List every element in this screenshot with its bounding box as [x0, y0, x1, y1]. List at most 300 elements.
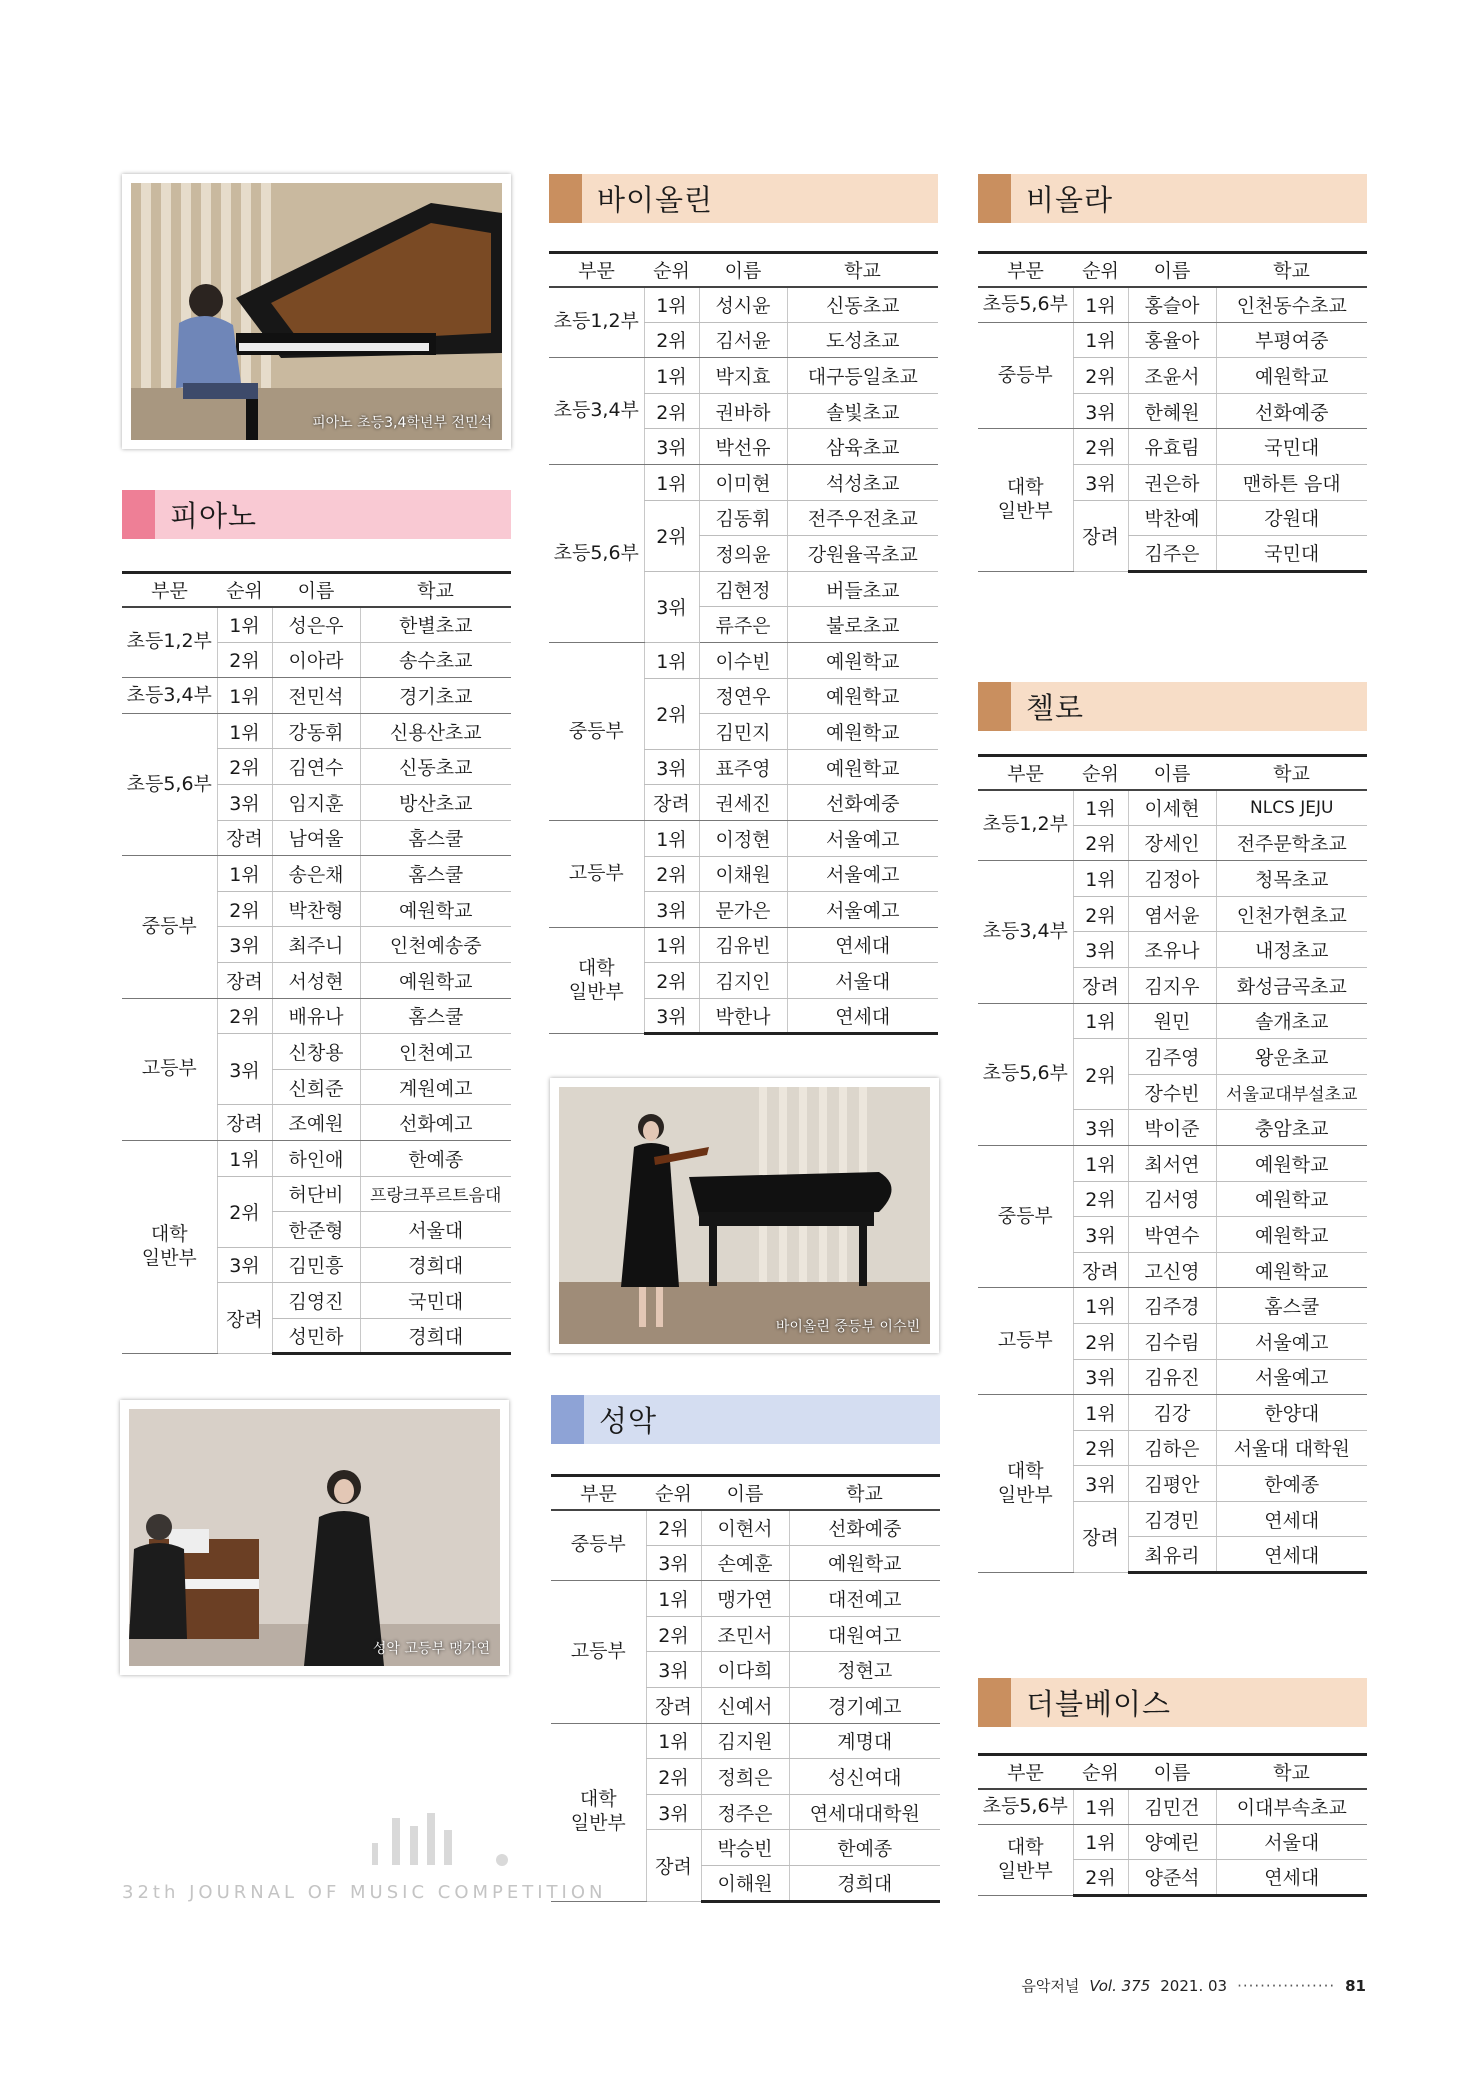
- rank-cell: 2위: [1073, 1430, 1128, 1466]
- name-cell: 김주경: [1128, 1288, 1216, 1324]
- rank-cell: 1위: [1073, 322, 1128, 358]
- table-row: [122, 998, 511, 1034]
- violin-photo: [550, 1078, 939, 1353]
- rank-cell: 2위: [646, 1759, 701, 1795]
- school-cell: 연세대대학원: [789, 1794, 940, 1830]
- school-cell: 강원대: [1216, 500, 1367, 536]
- name-cell: 조예원: [272, 1105, 360, 1141]
- rank-cell: 3위: [644, 429, 699, 465]
- name-cell: 김수림: [1128, 1323, 1216, 1359]
- school-cell: 예원학교: [787, 678, 938, 714]
- school-cell: 화성금곡초교: [1216, 967, 1367, 1003]
- name-cell: 송은채: [272, 856, 360, 892]
- school-cell: 서울대 대학원: [1216, 1430, 1367, 1466]
- school-cell: 청목초교: [1216, 861, 1367, 897]
- violin-header: [549, 174, 938, 223]
- name-cell: 조윤서: [1128, 358, 1216, 394]
- rank-cell: 1위: [644, 464, 699, 500]
- school-cell: 예원학교: [360, 962, 511, 998]
- name-cell: 성은우: [272, 607, 360, 643]
- school-cell: 서울예고: [787, 856, 938, 892]
- name-cell: 김경민: [1128, 1501, 1216, 1537]
- vocal-header-accent: [551, 1395, 584, 1444]
- name-cell: 김주은: [1128, 536, 1216, 572]
- col-rank: 순위: [1073, 1755, 1128, 1789]
- division-cell: 고등부: [978, 1288, 1073, 1395]
- rank-cell: 장려: [646, 1830, 701, 1901]
- piano-title: 피아노: [170, 499, 258, 533]
- rank-cell: 2위: [1073, 1039, 1128, 1110]
- name-cell: 조민서: [701, 1616, 789, 1652]
- vocal-results-table: [551, 1474, 940, 1903]
- rank-cell: 3위: [644, 749, 699, 785]
- school-cell: 경기초교: [360, 678, 511, 714]
- cello-results-table: [978, 754, 1367, 1574]
- rank-cell: 1위: [1073, 1824, 1128, 1860]
- vocal-photo: [120, 1400, 509, 1675]
- rank-cell: 장려: [217, 1283, 272, 1354]
- name-cell: 원민: [1128, 1003, 1216, 1039]
- division-cell: 초등5,6부: [549, 464, 644, 642]
- table-row: [122, 678, 511, 714]
- name-cell: 이현서: [701, 1510, 789, 1546]
- name-cell: 박찬예: [1128, 500, 1216, 536]
- rank-cell: 1위: [217, 1140, 272, 1176]
- name-cell: 양준석: [1128, 1860, 1216, 1896]
- school-cell: 선화예중: [1216, 393, 1367, 429]
- rank-cell: 1위: [1073, 1288, 1128, 1324]
- table-row: [978, 1003, 1367, 1039]
- school-cell: 예원학교: [1216, 358, 1367, 394]
- school-cell: 부평여중: [1216, 322, 1367, 358]
- school-cell: 대구등일초교: [787, 358, 938, 394]
- volume: Vol. 375: [1089, 1976, 1151, 1995]
- school-cell: 국민대: [360, 1283, 511, 1319]
- name-cell: 고신영: [1128, 1252, 1216, 1288]
- col-division: 부문: [122, 573, 217, 607]
- school-cell: 대원여고: [789, 1616, 940, 1652]
- school-cell: 홈스쿨: [360, 998, 511, 1034]
- col-division: 부문: [978, 756, 1073, 790]
- school-cell: 대전예고: [789, 1581, 940, 1617]
- rank-cell: 3위: [644, 998, 699, 1034]
- journal-logo-icon: [122, 1808, 512, 1872]
- school-cell: 예원학교: [789, 1545, 940, 1581]
- school-cell: 충암초교: [1216, 1110, 1367, 1146]
- name-cell: 김하은: [1128, 1430, 1216, 1466]
- division-cell: 대학 일반부: [978, 1824, 1073, 1895]
- rank-cell: 1위: [1073, 287, 1128, 323]
- name-cell: 김민흥: [272, 1247, 360, 1283]
- rank-cell: 1위: [644, 642, 699, 678]
- name-cell: 신창용: [272, 1034, 360, 1070]
- name-cell: 이세현: [1128, 790, 1216, 826]
- rank-cell: 2위: [1073, 896, 1128, 932]
- name-cell: 김동휘: [699, 500, 787, 536]
- division-cell: 초등1,2부: [122, 607, 217, 678]
- school-cell: 한양대: [1216, 1395, 1367, 1431]
- col-division: 부문: [551, 1476, 646, 1510]
- doublebass-results-table: [978, 1753, 1367, 1897]
- rank-cell: 1위: [644, 358, 699, 394]
- name-cell: 배유나: [272, 998, 360, 1034]
- rank-cell: 1위: [644, 820, 699, 856]
- rank-cell: 2위: [644, 500, 699, 571]
- rank-cell: 3위: [1073, 1359, 1128, 1395]
- division-cell: 고등부: [549, 820, 644, 927]
- name-cell: 박한나: [699, 998, 787, 1034]
- page-footer: [1021, 1975, 1366, 1996]
- name-cell: 최서연: [1128, 1145, 1216, 1181]
- name-cell: 김정아: [1128, 861, 1216, 897]
- name-cell: 김서윤: [699, 322, 787, 358]
- division-cell: 중등부: [978, 1145, 1073, 1287]
- name-cell: 하인애: [272, 1140, 360, 1176]
- vocal-section: [551, 1395, 940, 1903]
- table-row: [549, 358, 938, 394]
- rank-cell: 2위: [644, 856, 699, 892]
- rank-cell: 2위: [1073, 1860, 1128, 1896]
- rank-cell: 장려: [217, 1105, 272, 1141]
- col-school: 학교: [1216, 1755, 1367, 1789]
- viola-header: [978, 174, 1367, 223]
- rank-cell: 2위: [1073, 1181, 1128, 1217]
- rank-cell: 1위: [644, 287, 699, 323]
- school-cell: 계원예고: [360, 1069, 511, 1105]
- school-cell: NLCS JEJU: [1216, 790, 1367, 826]
- name-cell: 권바하: [699, 393, 787, 429]
- rank-cell: 장려: [217, 962, 272, 998]
- school-cell: 경희대: [360, 1318, 511, 1354]
- doublebass-header: [978, 1678, 1367, 1727]
- col-name: 이름: [272, 573, 360, 607]
- rank-cell: 1위: [1073, 1145, 1128, 1181]
- doublebass-section: [978, 1678, 1367, 1897]
- col-school: 학교: [1216, 253, 1367, 287]
- piano-results-table: [122, 571, 511, 1355]
- col-name: 이름: [699, 253, 787, 287]
- violin-section: [549, 174, 938, 1035]
- name-cell: 이다희: [701, 1652, 789, 1688]
- division-cell: 초등3,4부: [978, 861, 1073, 1003]
- school-cell: 한예종: [360, 1140, 511, 1176]
- name-cell: 정주은: [701, 1794, 789, 1830]
- school-cell: 예원학교: [1216, 1145, 1367, 1181]
- school-cell: 서울예고: [1216, 1359, 1367, 1395]
- school-cell: 경희대: [789, 1865, 940, 1901]
- name-cell: 최유리: [1128, 1537, 1216, 1573]
- col-division: 부문: [549, 253, 644, 287]
- school-cell: 국민대: [1216, 536, 1367, 572]
- division-cell: 중등부: [549, 642, 644, 820]
- school-cell: 서울대: [1216, 1824, 1367, 1860]
- name-cell: 염서윤: [1128, 896, 1216, 932]
- rank-cell: 2위: [217, 891, 272, 927]
- name-cell: 이해원: [701, 1865, 789, 1901]
- school-cell: 예원학교: [787, 749, 938, 785]
- rank-cell: 장려: [646, 1687, 701, 1723]
- school-cell: 신동초교: [360, 749, 511, 785]
- name-cell: 홍율아: [1128, 322, 1216, 358]
- piano-header: [122, 490, 511, 539]
- name-cell: 박지효: [699, 358, 787, 394]
- school-cell: 신용산초교: [360, 713, 511, 749]
- table-row: [551, 1510, 940, 1546]
- name-cell: 한준형: [272, 1212, 360, 1248]
- division-cell: 고등부: [122, 998, 217, 1140]
- name-cell: 이채원: [699, 856, 787, 892]
- rank-cell: 3위: [646, 1545, 701, 1581]
- name-cell: 정연우: [699, 678, 787, 714]
- name-cell: 강동휘: [272, 713, 360, 749]
- magazine-name: 음악저널: [1021, 1977, 1080, 1995]
- table-row: [978, 1288, 1367, 1324]
- name-cell: 류주은: [699, 607, 787, 643]
- page-number: 81: [1345, 1976, 1366, 1995]
- rank-cell: 1위: [217, 856, 272, 892]
- doublebass-title: 더블베이스: [1026, 1687, 1172, 1721]
- journal-line: 32th JOURNAL OF MUSIC COMPETITION: [122, 1882, 607, 1903]
- col-name: 이름: [701, 1476, 789, 1510]
- table-row: [549, 464, 938, 500]
- rank-cell: 1위: [646, 1581, 701, 1617]
- school-cell: 선화예고: [360, 1105, 511, 1141]
- col-school: 학교: [360, 573, 511, 607]
- rank-cell: 3위: [1073, 932, 1128, 968]
- school-cell: 이대부속초교: [1216, 1789, 1367, 1825]
- violin-photo-caption: 바이올린 중등부 이수빈: [775, 1319, 920, 1335]
- name-cell: 정희은: [701, 1759, 789, 1795]
- division-cell: 중등부: [978, 322, 1073, 429]
- school-cell: 성신여대: [789, 1759, 940, 1795]
- vocal-scene-illustration: [129, 1409, 500, 1666]
- school-cell: 한예종: [789, 1830, 940, 1866]
- school-cell: 서울예고: [1216, 1323, 1367, 1359]
- rank-cell: 2위: [644, 322, 699, 358]
- violin-header-accent: [549, 174, 582, 223]
- name-cell: 홍슬아: [1128, 287, 1216, 323]
- name-cell: 정의윤: [699, 536, 787, 572]
- name-cell: 박이준: [1128, 1110, 1216, 1146]
- rank-cell: 1위: [646, 1723, 701, 1759]
- school-cell: 전주우전초교: [787, 500, 938, 536]
- rank-cell: 2위: [646, 1510, 701, 1546]
- rank-cell: 3위: [646, 1652, 701, 1688]
- division-cell: 대학 일반부: [549, 927, 644, 1034]
- school-cell: 전주문학초교: [1216, 825, 1367, 861]
- school-cell: 서울예고: [787, 820, 938, 856]
- violin-scene-illustration: [559, 1087, 930, 1344]
- table-row: [978, 790, 1367, 826]
- piano-header-accent: [122, 490, 155, 539]
- rank-cell: 장려: [644, 785, 699, 821]
- name-cell: 이아라: [272, 642, 360, 678]
- division-cell: 대학 일반부: [978, 1395, 1073, 1573]
- school-cell: 선화예중: [789, 1510, 940, 1546]
- rank-cell: 3위: [217, 1034, 272, 1105]
- table-row: [122, 713, 511, 749]
- school-cell: 서울예고: [787, 892, 938, 928]
- footer-dots: ·················: [1237, 1976, 1336, 1995]
- name-cell: 성시윤: [699, 287, 787, 323]
- piano-photo-caption: 피아노 초등3,4학년부 전민석: [312, 415, 492, 431]
- vocal-photo-caption: 성악 고등부 맹가연: [372, 1641, 490, 1657]
- rank-cell: 2위: [217, 1176, 272, 1247]
- rank-cell: 2위: [217, 749, 272, 785]
- name-cell: 김강: [1128, 1395, 1216, 1431]
- rank-cell: 3위: [644, 892, 699, 928]
- table-row: [549, 820, 938, 856]
- school-cell: 삼육초교: [787, 429, 938, 465]
- name-cell: 최주니: [272, 927, 360, 963]
- vocal-photo-image: [129, 1409, 500, 1666]
- rank-cell: 장려: [1073, 967, 1128, 1003]
- vocal-header: [551, 1395, 940, 1444]
- viola-section: [978, 174, 1367, 573]
- school-cell: 한별초교: [360, 607, 511, 643]
- col-rank: 순위: [1073, 253, 1128, 287]
- col-division: 부문: [978, 253, 1073, 287]
- name-cell: 표주영: [699, 749, 787, 785]
- rank-cell: 3위: [1073, 1110, 1128, 1146]
- name-cell: 김지우: [1128, 967, 1216, 1003]
- col-name: 이름: [1128, 253, 1216, 287]
- table-row: [549, 287, 938, 323]
- division-cell: 초등3,4부: [549, 358, 644, 465]
- cello-title: 첼로: [1026, 691, 1085, 725]
- division-cell: 중등부: [551, 1510, 646, 1581]
- name-cell: 김민건: [1128, 1789, 1216, 1825]
- piano-photo: [122, 174, 511, 449]
- school-cell: 예원학교: [1216, 1181, 1367, 1217]
- rank-cell: 3위: [644, 571, 699, 642]
- school-cell: 연세대: [1216, 1501, 1367, 1537]
- table-row: [978, 1395, 1367, 1431]
- division-cell: 대학 일반부: [122, 1140, 217, 1354]
- school-cell: 연세대: [1216, 1537, 1367, 1573]
- rank-cell: 3위: [1073, 464, 1128, 500]
- school-cell: 인천동수초교: [1216, 287, 1367, 323]
- table-row: [978, 1789, 1367, 1825]
- viola-title: 비올라: [1026, 183, 1114, 217]
- viola-results-table: [978, 251, 1367, 573]
- name-cell: 김주영: [1128, 1039, 1216, 1075]
- rank-cell: 3위: [1073, 1466, 1128, 1502]
- school-cell: 송수초교: [360, 642, 511, 678]
- col-rank: 순위: [1073, 756, 1128, 790]
- name-cell: 조유나: [1128, 932, 1216, 968]
- issue-date: 2021. 03: [1160, 1976, 1228, 1995]
- col-rank: 순위: [217, 573, 272, 607]
- rank-cell: 2위: [1073, 429, 1128, 465]
- violin-results-table: [549, 251, 938, 1035]
- school-cell: 연세대: [787, 927, 938, 963]
- school-cell: 선화예중: [787, 785, 938, 821]
- piano-photo-image: [131, 183, 502, 440]
- table-row: [978, 322, 1367, 358]
- table-row: [978, 287, 1367, 323]
- cello-header: [978, 682, 1367, 731]
- division-cell: 초등1,2부: [978, 790, 1073, 861]
- rank-cell: 2위: [1073, 1323, 1128, 1359]
- name-cell: 이미현: [699, 464, 787, 500]
- school-cell: 버들초교: [787, 571, 938, 607]
- division-cell: 초등5,6부: [978, 1789, 1073, 1825]
- rank-cell: 1위: [1073, 790, 1128, 826]
- division-cell: 대학 일반부: [551, 1723, 646, 1901]
- name-cell: 김평안: [1128, 1466, 1216, 1502]
- rank-cell: 2위: [644, 678, 699, 749]
- school-cell: 정현고: [789, 1652, 940, 1688]
- name-cell: 양예린: [1128, 1824, 1216, 1860]
- name-cell: 김연수: [272, 749, 360, 785]
- rank-cell: 1위: [1073, 1789, 1128, 1825]
- school-cell: 방산초교: [360, 784, 511, 820]
- col-rank: 순위: [646, 1476, 701, 1510]
- school-cell: 불로초교: [787, 607, 938, 643]
- name-cell: 권세진: [699, 785, 787, 821]
- name-cell: 권은하: [1128, 464, 1216, 500]
- school-cell: 연세대: [1216, 1860, 1367, 1896]
- school-cell: 서울대: [787, 963, 938, 999]
- rank-cell: 3위: [1073, 1217, 1128, 1253]
- school-cell: 서울대: [360, 1212, 511, 1248]
- name-cell: 성민하: [272, 1318, 360, 1354]
- rank-cell: 1위: [1073, 1003, 1128, 1039]
- piano-scene-illustration: [131, 183, 502, 440]
- name-cell: 신예서: [701, 1687, 789, 1723]
- rank-cell: 1위: [644, 927, 699, 963]
- col-division: 부문: [978, 1755, 1073, 1789]
- rank-cell: 3위: [1073, 393, 1128, 429]
- division-cell: 초등5,6부: [978, 287, 1073, 323]
- name-cell: 박선유: [699, 429, 787, 465]
- school-cell: 석성초교: [787, 464, 938, 500]
- table-row: [978, 429, 1367, 465]
- name-cell: 박찬형: [272, 891, 360, 927]
- rank-cell: 2위: [1073, 358, 1128, 394]
- school-cell: 국민대: [1216, 429, 1367, 465]
- name-cell: 문가은: [699, 892, 787, 928]
- rank-cell: 1위: [217, 607, 272, 643]
- col-rank: 순위: [644, 253, 699, 287]
- division-cell: 초등5,6부: [122, 713, 217, 855]
- rank-cell: 1위: [217, 713, 272, 749]
- rank-cell: 2위: [644, 393, 699, 429]
- school-cell: 인천예송중: [360, 927, 511, 963]
- piano-section: [122, 490, 511, 1355]
- rank-cell: 2위: [217, 998, 272, 1034]
- vocal-title: 성악: [599, 1404, 658, 1438]
- school-cell: 홈스쿨: [360, 856, 511, 892]
- table-row: [549, 642, 938, 678]
- school-cell: 예원학교: [1216, 1252, 1367, 1288]
- name-cell: 신희준: [272, 1069, 360, 1105]
- school-cell: 프랑크푸르트음대: [360, 1176, 511, 1212]
- school-cell: 인천가현초교: [1216, 896, 1367, 932]
- violin-title: 바이올린: [597, 183, 714, 217]
- school-cell: 예원학교: [787, 714, 938, 750]
- table-row: [978, 861, 1367, 897]
- school-cell: 솔빛초교: [787, 393, 938, 429]
- name-cell: 김지원: [701, 1723, 789, 1759]
- school-cell: 예원학교: [787, 642, 938, 678]
- name-cell: 손예훈: [701, 1545, 789, 1581]
- school-cell: 맨하튼 음대: [1216, 464, 1367, 500]
- rank-cell: 1위: [217, 678, 272, 714]
- division-cell: 중등부: [122, 856, 217, 998]
- name-cell: 김민지: [699, 714, 787, 750]
